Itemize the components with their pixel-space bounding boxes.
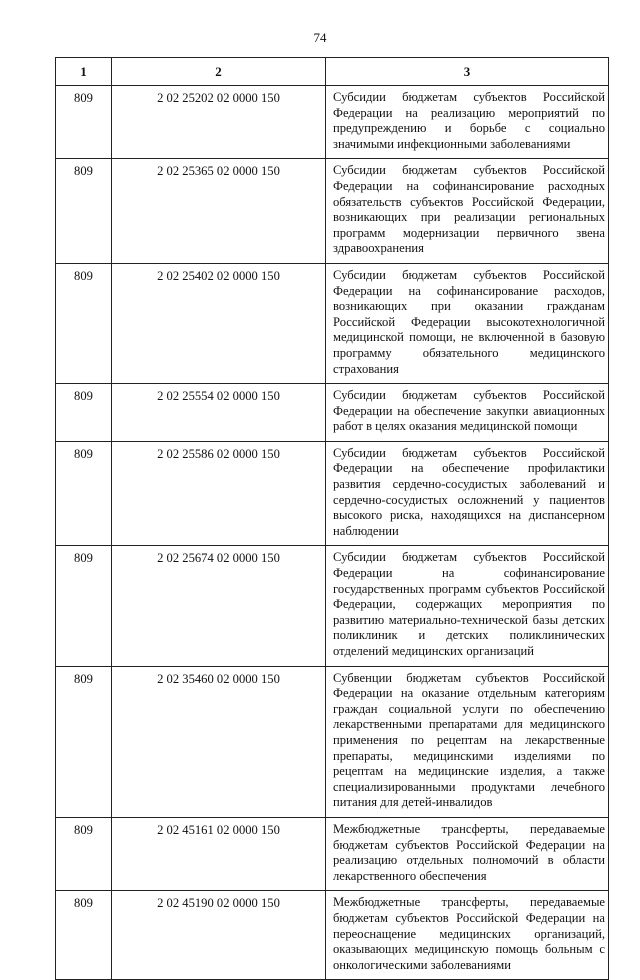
- revenue-name-cell: Субсидии бюджетам субъектов Российской Федерации на софинансирование государственных программ субъектов Российской Федерации, содержащих мероприятия по развитию материально-технической базы детских поликлиник и детских поликлинических отделений медицинских организаций: [326, 546, 609, 666]
- table-row: [56, 817, 609, 890]
- budget-classification-code-cell: 2 02 45161 02 0000 150: [112, 817, 326, 890]
- table-row: [56, 263, 609, 383]
- budget-classification-code-cell: 2 02 25586 02 0000 150: [112, 441, 326, 546]
- page-number: 74: [313, 30, 327, 45]
- table-row: [56, 159, 609, 264]
- admin-code-cell: 809: [56, 817, 112, 890]
- budget-classification-code-cell: 2 02 25365 02 0000 150: [112, 159, 326, 264]
- table-row: [56, 384, 609, 442]
- admin-code-cell: 809: [56, 263, 112, 383]
- revenue-name-cell: Субсидии бюджетам субъектов Российской Федерации на реализацию мероприятий по предупреждению и борьбе с социально значимыми инфекционными заболеваниями: [326, 86, 609, 159]
- table-row: [56, 441, 609, 546]
- table-row: [56, 891, 609, 980]
- revenue-name-cell: Субсидии бюджетам субъектов Российской Федерации на обеспечение закупки авиационных работ в целях оказания медицинской помощи: [326, 384, 609, 442]
- admin-code-cell: 809: [56, 891, 112, 980]
- column-header-1: 1: [56, 58, 112, 86]
- revenue-name-cell: Субсидии бюджетам субъектов Российской Федерации на софинансирование расходных обязательств субъектов Российской Федерации, возникающих при реализации региональных программ модернизации первичного звена здравоохранения: [326, 159, 609, 264]
- budget-classification-code-cell: 2 02 25674 02 0000 150: [112, 546, 326, 666]
- revenue-name-cell: Межбюджетные трансферты, передаваемые бюджетам субъектов Российской Федерации на переоснащение медицинских организаций, оказывающих медицинскую помощь больным с онкологическими заболеваниями: [326, 891, 609, 980]
- admin-code-cell: 809: [56, 666, 112, 817]
- table-row: [56, 546, 609, 666]
- revenue-name-cell: Субсидии бюджетам субъектов Российской Федерации на софинансирование расходов, возникающих при оказании гражданам Российской Федерации высокотехнологичной медицинской помощи, не включенной в базовую программу обязательного медицинского страхования: [326, 263, 609, 383]
- column-header-3: 3: [326, 58, 609, 86]
- table-row: [56, 666, 609, 817]
- column-header-2: 2: [112, 58, 326, 86]
- budget-classification-code-cell: 2 02 25202 02 0000 150: [112, 86, 326, 159]
- revenue-name-cell: Субсидии бюджетам субъектов Российской Федерации на обеспечение профилактики развития сердечно-сосудистых заболеваний и сердечно-сосудистых осложнений у пациентов высокого риска, находящихся на диспансерном наблюдении: [326, 441, 609, 546]
- table-header-row: [56, 58, 609, 86]
- admin-code-cell: 809: [56, 546, 112, 666]
- admin-code-cell: 809: [56, 159, 112, 264]
- revenue-name-cell: Субвенции бюджетам субъектов Российской Федерации на оказание отдельным категориям граждан социальной услуги по обеспечению лекарственными препаратами для медицинского применения по рецептам на лекарственные препараты, медицинскими изделиями по рецептам на медицинские изделия, а также специализированными продуктами лечебного питания для детей-инвалидов: [326, 666, 609, 817]
- budget-classification-code-cell: 2 02 25554 02 0000 150: [112, 384, 326, 442]
- budget-codes-table: [55, 57, 609, 980]
- admin-code-cell: 809: [56, 86, 112, 159]
- admin-code-cell: 809: [56, 441, 112, 546]
- revenue-name-cell: Межбюджетные трансферты, передаваемые бюджетам субъектов Российской Федерации на реализацию отдельных полномочий в области лекарственного обеспечения: [326, 817, 609, 890]
- admin-code-cell: 809: [56, 384, 112, 442]
- table-row: [56, 86, 609, 159]
- budget-classification-code-cell: 2 02 45190 02 0000 150: [112, 891, 326, 980]
- budget-classification-code-cell: 2 02 35460 02 0000 150: [112, 666, 326, 817]
- budget-classification-code-cell: 2 02 25402 02 0000 150: [112, 263, 326, 383]
